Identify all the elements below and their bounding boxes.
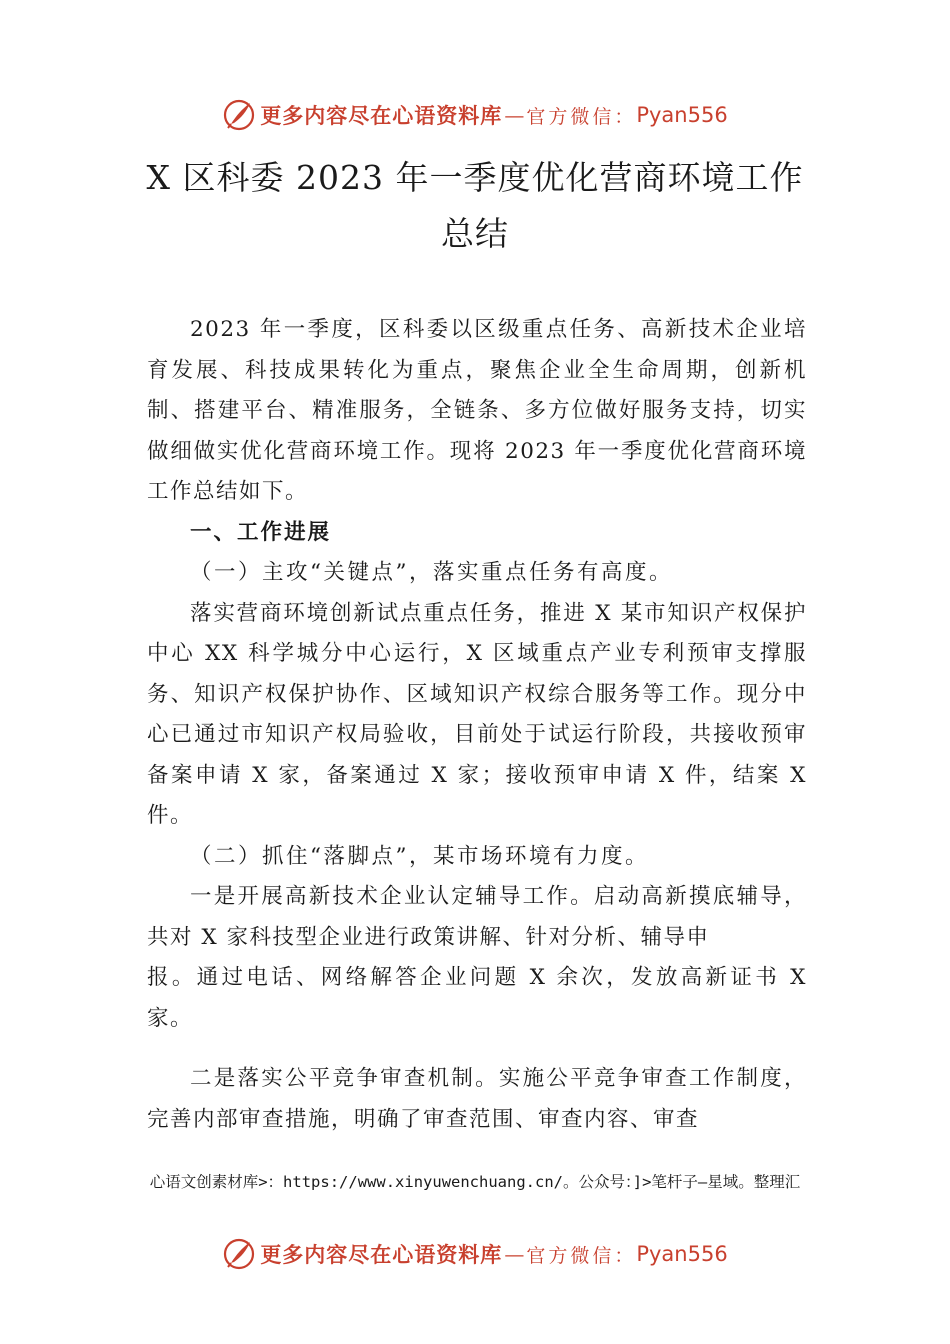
subsection-2-paragraph-1b: 报。通过电话、网络解答企业问题 X 余次，发放高新证书 X 家。 [147,965,807,1031]
footer-watermark-banner [0,1232,950,1276]
banner-separator: — [504,1242,525,1266]
banner-wechat-label: 官方微信： [526,1244,637,1267]
banner-wechat-id: Pyan556 [636,103,728,127]
title-line-1: X 区科委 2023 年一季度优化营商环境工作 [146,158,804,197]
document-title [100,150,850,262]
title-line-2: 总结 [441,214,509,253]
subsection-1-paragraph: 落实营商环境创新试点重点任务，推进 X 某市知识产权保护中心 XX 科学城分中心运行，X 区域重点产业专利预审支撑服务、知识产权保护协作、区域知识产权综合服务等工作。现分中心已通过市知识产权局验收，目前处于试运行阶段，共接收预审备案申请 X 家，备案通过 X 家；接收预审申请 X 件，结案 X 件。 [147,600,807,828]
footer-source-line: 心语文创素材库>：https://www.xinyuwenchuang.cn/。公众号：]>笔杆子—星域。整理汇 [149,1173,801,1191]
subsection-heading-2: （二）抓住“落脚点”，某市场环境有力度。 [190,843,649,869]
quill-pen-logo-icon [222,98,256,132]
subsection-heading-1: （一）主攻“关键点”，落实重点任务有高度。 [190,560,673,585]
subsection-2-paragraph-1a: 一是开展高新技术企业认定辅导工作。启动高新摸底辅导，共对 X 家科技型企业进行政策讲解、针对分析、辅导申 [147,884,807,950]
section-heading: 一、工作进展 [190,519,332,545]
banner-wechat-label: 官方微信： [526,105,637,128]
banner-separator: — [504,103,525,127]
subsection-2-paragraph-2: 二是落实公平竞争审查机制。实施公平竞争审查工作制度，完善内部审查措施，明确了审查范围、审查内容、审查 [147,1066,807,1132]
banner-brand-text: 更多内容尽在心语资料库 [260,103,503,128]
banner-brand-text: 更多内容尽在心语资料库 [260,1242,503,1267]
banner-wechat-id: Pyan556 [636,1242,728,1266]
document-body [147,310,807,1140]
header-watermark-banner [0,93,950,137]
intro-paragraph: 2023 年一季度，区科委以区级重点任务、高新技术企业培育发展、科技成果转化为重点，聚焦企业全生命周期，创新机制、搭建平台、精准服务，全链条、多方位做好服务支持，切实做细做实优化营商环境工作。现将 2023 年一季度优化营商环境工作总结如下。 [147,317,807,504]
quill-pen-logo-icon [222,1237,256,1271]
